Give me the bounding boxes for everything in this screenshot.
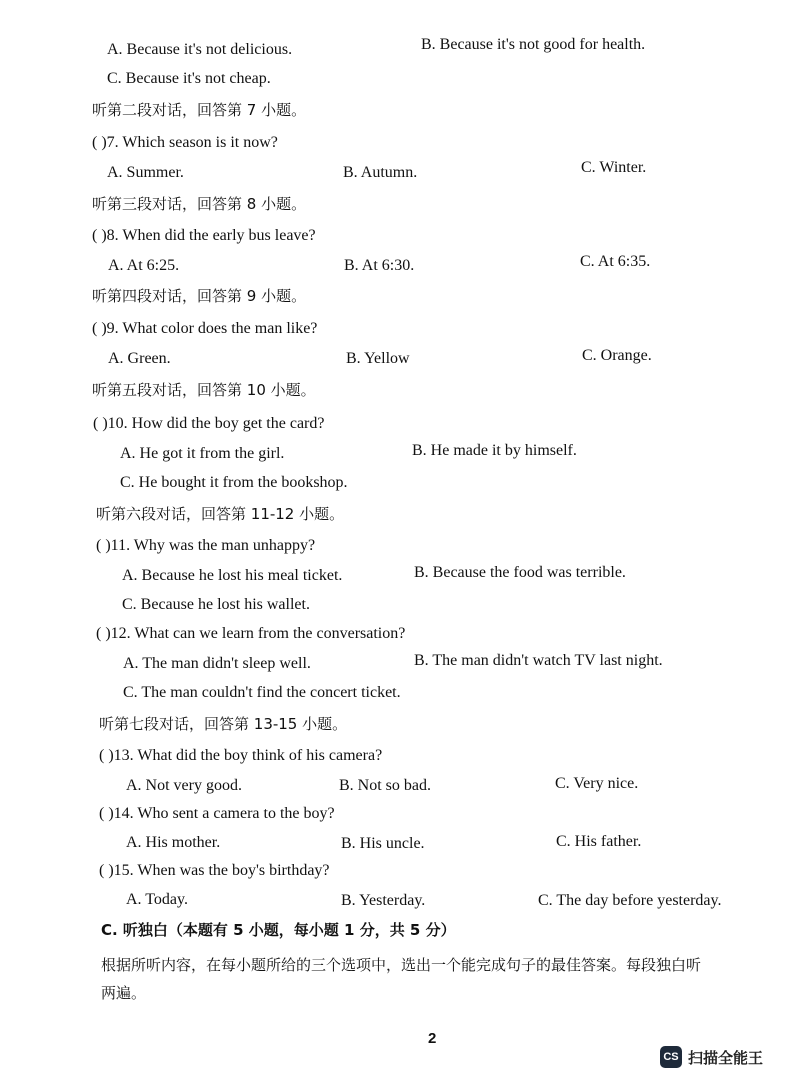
q7-option-c: C. Winter. bbox=[581, 159, 647, 176]
q11-option-c: C. Because he lost his wallet. bbox=[122, 596, 310, 613]
q12-text: ( )12. What can we learn from the conversation? bbox=[96, 625, 406, 642]
section-6-instruction: 听第六段对话，回答第 11-12 小题。 bbox=[96, 505, 345, 523]
q14-option-c: C. His father. bbox=[556, 833, 642, 850]
q13-option-c: C. Very nice. bbox=[555, 775, 639, 792]
q8-text: ( )8. When did the early bus leave? bbox=[92, 227, 316, 244]
q10-option-b: B. He made it by himself. bbox=[412, 442, 577, 459]
q6-option-c: C. Because it's not cheap. bbox=[107, 70, 271, 87]
q14-option-a: A. His mother. bbox=[126, 834, 221, 851]
part-c-heading: C. 听独白（本题有 5 小题，每小题 1 分，共 5 分） bbox=[101, 921, 456, 939]
q10-option-c: C. He bought it from the bookshop. bbox=[120, 474, 348, 491]
q8-option-a: A. At 6:25. bbox=[108, 257, 180, 274]
q12-option-a: A. The man didn't sleep well. bbox=[123, 655, 311, 672]
q11-option-a: A. Because he lost his meal ticket. bbox=[122, 567, 343, 584]
q13-option-b: B. Not so bad. bbox=[339, 777, 431, 794]
q11-option-b: B. Because the food was terrible. bbox=[414, 564, 626, 581]
q13-text: ( )13. What did the boy think of his camera? bbox=[99, 747, 383, 764]
q11-text: ( )11. Why was the man unhappy? bbox=[96, 537, 316, 554]
section-3-instruction: 听第三段对话，回答第 8 小题。 bbox=[92, 195, 307, 213]
q9-option-c: C. Orange. bbox=[582, 347, 652, 364]
part-c-instruction-line1: 根据所听内容，在每小题所给的三个选项中，选出一个能完成句子的最佳答案。每段独白听 bbox=[101, 956, 702, 974]
scanner-brand-name: 扫描全能王 bbox=[688, 1048, 764, 1067]
scanner-watermark bbox=[660, 1046, 763, 1068]
camscanner-logo-icon: CS bbox=[660, 1046, 682, 1068]
q9-option-b: B. Yellow bbox=[346, 350, 410, 367]
q8-option-c: C. At 6:35. bbox=[580, 253, 651, 270]
q15-option-c: C. The day before yesterday. bbox=[538, 892, 722, 909]
q6-option-b: B. Because it's not good for health. bbox=[421, 36, 646, 53]
part-c-instruction-line2: 两遍。 bbox=[101, 984, 147, 1002]
q14-text: ( )14. Who sent a camera to the boy? bbox=[99, 805, 335, 822]
q7-text: ( )7. Which season is it now? bbox=[92, 134, 278, 151]
section-5-instruction: 听第五段对话，回答第 10 小题。 bbox=[92, 381, 316, 399]
q15-option-b: B. Yesterday. bbox=[341, 892, 426, 909]
q9-option-a: A. Green. bbox=[108, 350, 171, 367]
section-2-instruction: 听第二段对话，回答第 7 小题。 bbox=[92, 101, 307, 119]
q7-option-b: B. Autumn. bbox=[343, 164, 418, 181]
q14-option-b: B. His uncle. bbox=[341, 835, 425, 852]
q10-option-a: A. He got it from the girl. bbox=[120, 445, 285, 462]
section-4-instruction: 听第四段对话，回答第 9 小题。 bbox=[92, 287, 307, 305]
q8-option-b: B. At 6:30. bbox=[344, 257, 415, 274]
q9-text: ( )9. What color does the man like? bbox=[92, 320, 318, 337]
q12-option-c: C. The man couldn't find the concert ticket. bbox=[123, 684, 401, 701]
q6-option-a: A. Because it's not delicious. bbox=[107, 41, 293, 58]
q15-text: ( )15. When was the boy's birthday? bbox=[99, 862, 330, 879]
q10-text: ( )10. How did the boy get the card? bbox=[93, 415, 325, 432]
section-7-instruction: 听第七段对话，回答第 13-15 小题。 bbox=[99, 715, 348, 733]
q13-option-a: A. Not very good. bbox=[126, 777, 242, 794]
q7-option-a: A. Summer. bbox=[107, 164, 184, 181]
q12-option-b: B. The man didn't watch TV last night. bbox=[414, 652, 663, 669]
q15-option-a: A. Today. bbox=[126, 891, 188, 908]
page-number: 2 bbox=[428, 1030, 437, 1047]
